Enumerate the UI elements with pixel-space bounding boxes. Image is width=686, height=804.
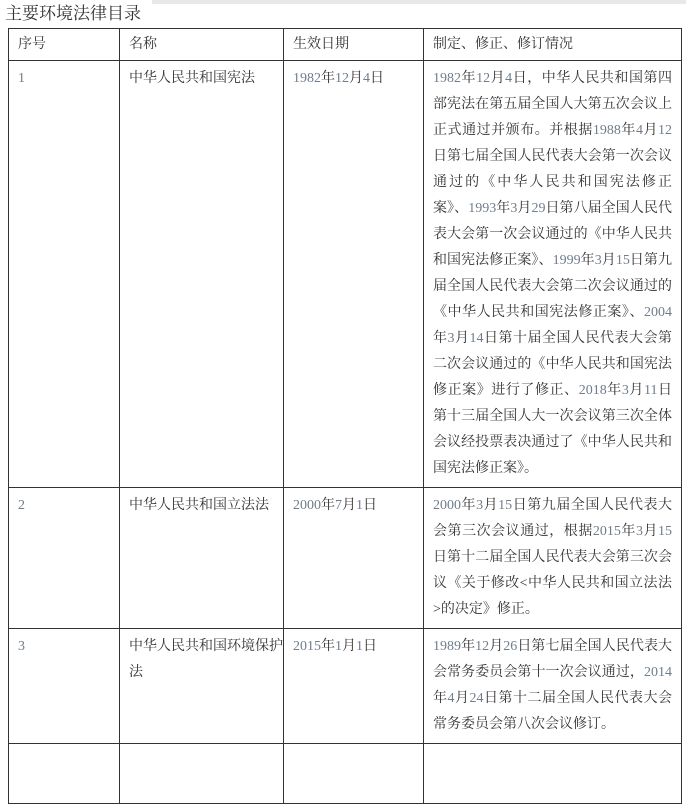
table-row-partial: [9, 744, 682, 804]
cell-no: 3: [9, 629, 120, 744]
cell-status: 2000年3月15日第九届全国人民代表大会第三次会议通过，根据2015年3月15日第十二届全国人民代表大会第三次会议《关于修改<中华人民共和国立法法>的决定》修正。: [424, 488, 682, 629]
table-row: [9, 488, 682, 629]
column-header-no: 序号: [9, 29, 120, 61]
cell-no: 2: [9, 488, 120, 629]
cell-date: 2015年1月1日: [284, 629, 424, 744]
cell-status-empty: [424, 744, 682, 804]
cell-no: 1: [9, 61, 120, 488]
page-title: 主要环境法律目录: [5, 4, 141, 23]
table-row: [9, 629, 682, 744]
cell-date: 1982年12月4日: [284, 61, 424, 488]
cell-date: 2000年7月1日: [284, 488, 424, 629]
table-row: [9, 61, 682, 488]
column-header-date: 生效日期: [284, 29, 424, 61]
cell-name: 中华人民共和国立法法: [120, 488, 284, 629]
cell-status: 1989年12月26日第七届全国人民代表大会常务委员会第十一次会议通过，2014年4月24日第十二届全国人民代表大会常务委员会第八次会议修订。: [424, 629, 682, 744]
cell-status: 1982年12月4日，中华人民共和国第四部宪法在第五届全国人大第五次会议上正式通过并颁布。并根据1988年4月12日第七届全国人民代表大会第一次会议通过的《中华人民共和国宪法修正案》、1993年3月29日第八届全国人民代表大会第一次会议通过的《中华人民共和国宪法修正案》、1999年3月15日第九届全国人民代表大会第二次会议通过的《中华人民共和国宪法修正案》、2004年3月14日第十届全国人民代表大会第二次会议通过的《中华人民共和国宪法修正案》进行了修正、2018年3月11日第十三届全国人大一次会议第三次全体会议经投票表决通过了《中华人民共和国宪法修正案》。: [424, 61, 682, 488]
cell-no-empty: [9, 744, 120, 804]
column-header-status: 制定、修正、修订情况: [424, 29, 682, 61]
cell-date-empty: [284, 744, 424, 804]
cell-name: 中华人民共和国宪法: [120, 61, 284, 488]
table-header-row: [9, 29, 682, 61]
column-header-name: 名称: [120, 29, 284, 61]
cell-name-empty: [120, 744, 284, 804]
laws-table: [8, 28, 682, 804]
cell-name: 中华人民共和国环境保护法: [120, 629, 284, 744]
top-strip: [152, 0, 686, 4]
